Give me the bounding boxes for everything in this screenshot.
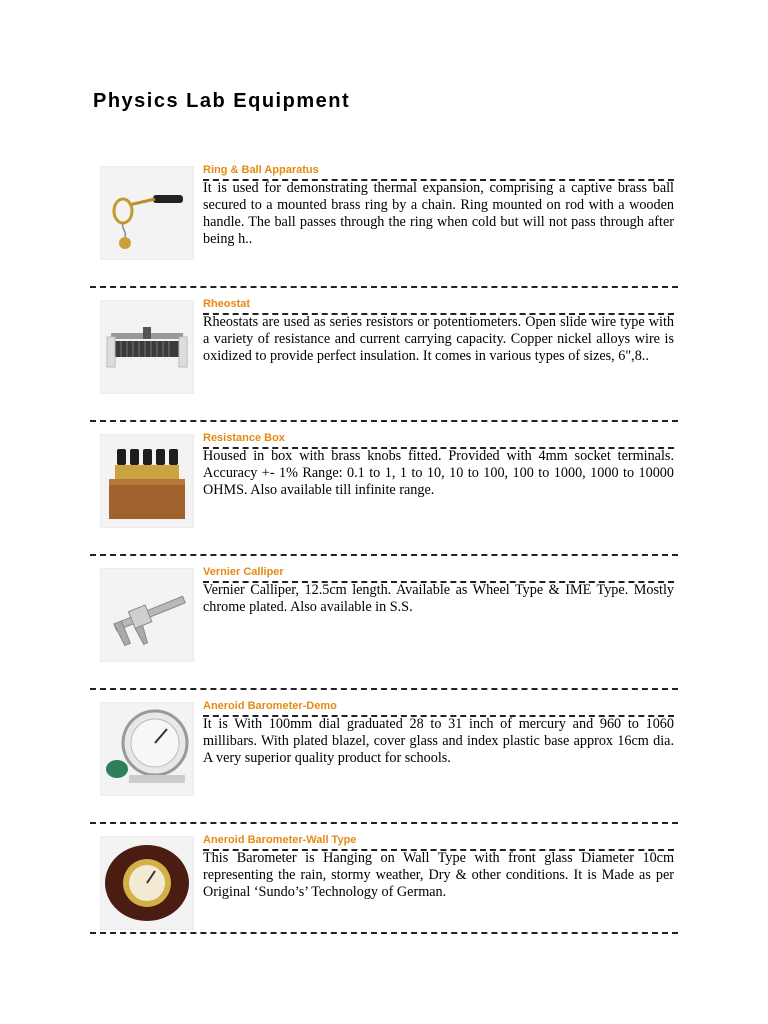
item-name: Vernier Calliper [203,566,284,578]
list-item [88,556,678,690]
rheostat-image [100,300,194,394]
item-description: It is With 100mm dial graduated 28 to 31 inch of mercury and 960 to 1060 millibars. With plated blazel, cover glass and index plastic base approx 16cm dia. A very superior quality product for schools. [203,716,674,766]
item-separator [90,932,678,934]
item-name: Aneroid Barometer-Wall Type [203,834,357,846]
list-item [88,154,678,288]
aneroid-barometer-demo-image [100,702,194,796]
resistance-box-image [100,434,194,528]
page-title: Physics Lab Equipment [93,90,351,112]
list-item [88,422,678,556]
item-description: It is used for demonstrating thermal expansion, comprising a captive brass ball secured to a mounted brass ring by a chain. Ring mounted on rod with a wooden handle. The ball passes through the ring when cold but will not pass through after being h.. [203,180,674,247]
item-description: Housed in box with brass knobs fitted. Provided with 4mm socket terminals. Accuracy +- 1% Range: 0.1 to 1, 1 to 10, 10 to 100, 100 to 1000, 1000 to 10000 OHMS. Also available till infinite range. [203,448,674,498]
item-name: Resistance Box [203,432,285,444]
ring-and-ball-image [100,166,194,260]
list-item [88,690,678,824]
list-item [88,824,678,934]
item-name: Ring & Ball Apparatus [203,164,319,176]
list-item [88,288,678,422]
aneroid-barometer-wall-image [100,836,194,930]
item-name: Rheostat [203,298,251,310]
item-name: Aneroid Barometer-Demo [203,700,337,712]
item-description: This Barometer is Hanging on Wall Type with front glass Diameter 10cm representing the rain, stormy weather, Dry & other conditions. It is Made as per Original ‘Sundo’s’ Technology of German. [203,850,674,900]
vernier-calliper-image [100,568,194,662]
item-description: Rheostats are used as series resistors or potentiometers. Open slide wire type with a variety of resistance and current carrying capacity. Copper nickel alloys wire is oxidized to provide perfect insulation. It comes in various types of sizes, 6",8.. [203,314,674,364]
item-description: Vernier Calliper, 12.5cm length. Available as Wheel Type & IME Type. Mostly chrome plated. Also available in S.S. [203,582,674,615]
